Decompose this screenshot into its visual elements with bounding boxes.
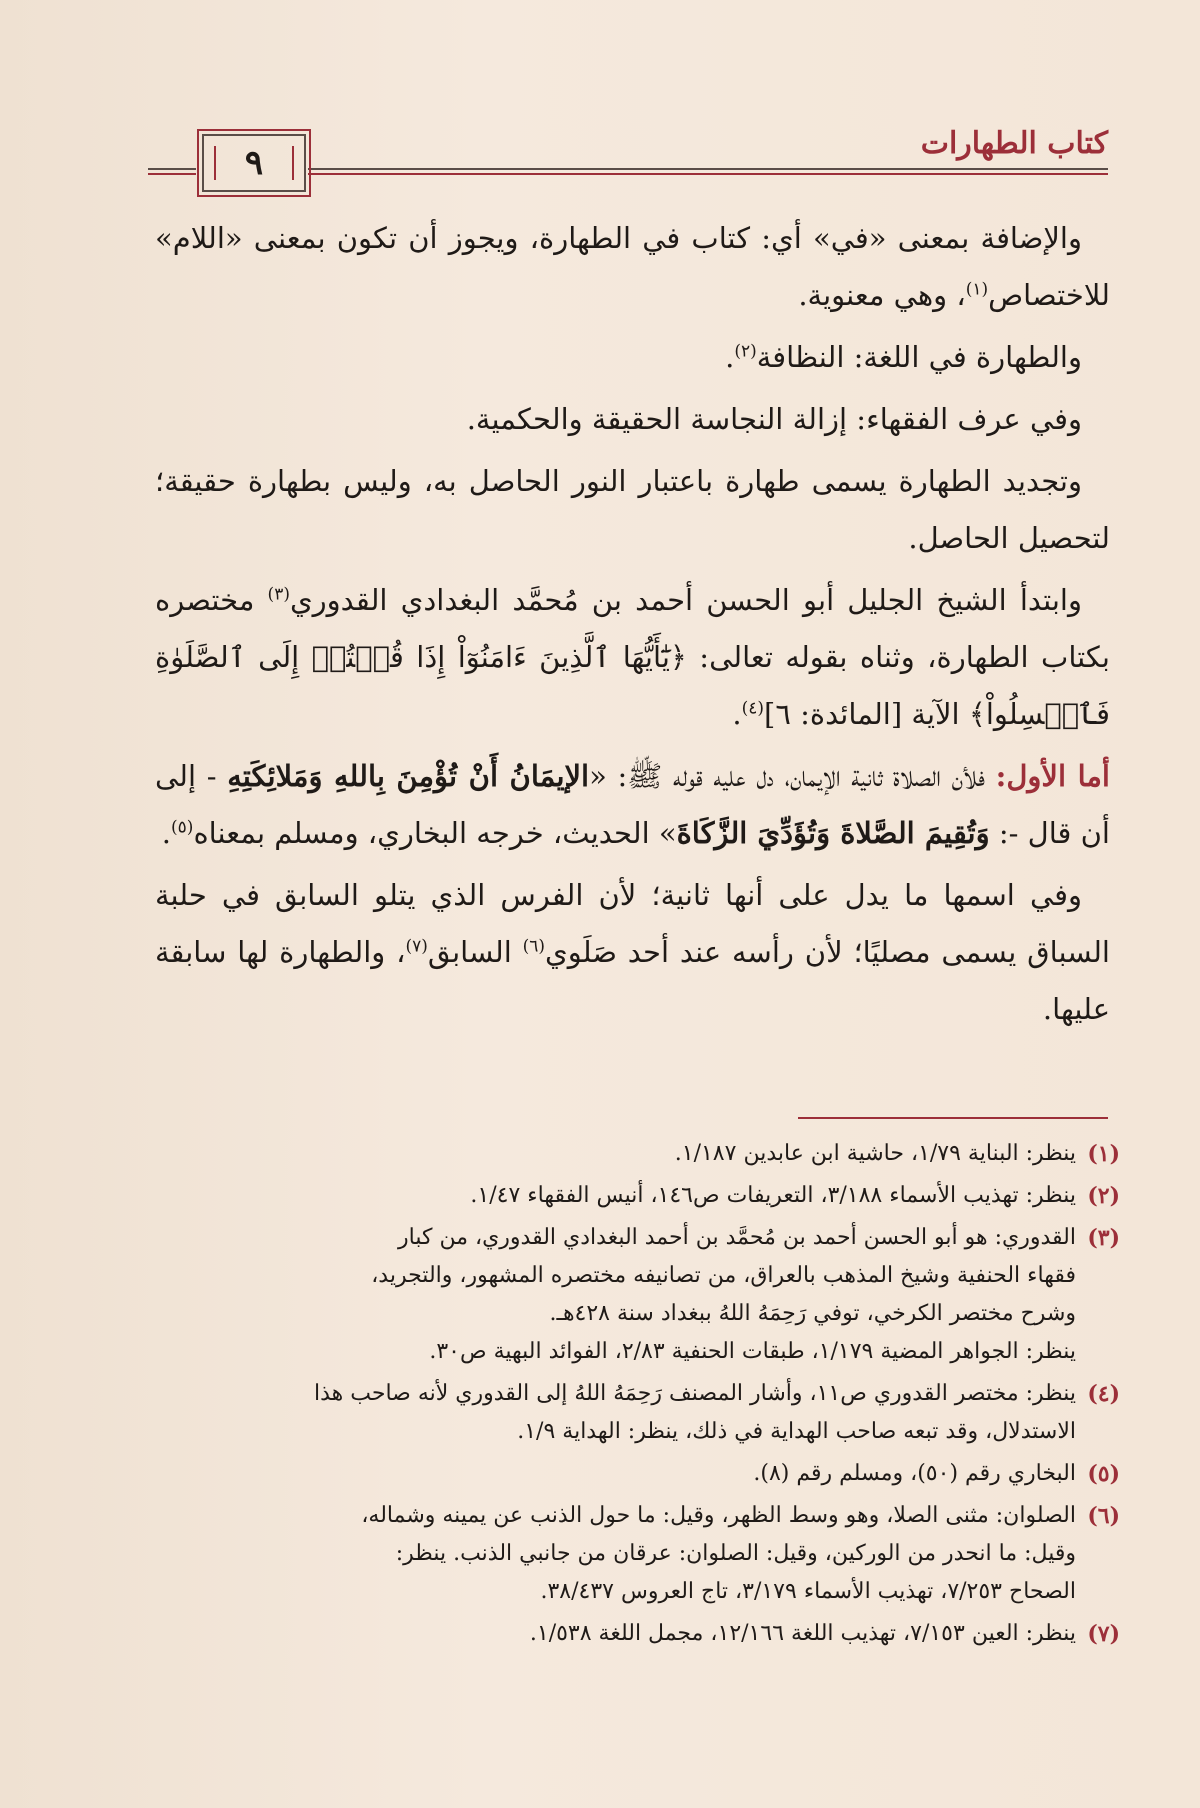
main-text [155,210,1110,1043]
footnote-ref[interactable]: (٤) [741,698,764,719]
paragraph-text: . [732,697,742,731]
footnote-ref[interactable]: (٦) [522,936,546,957]
footnote-divider [798,1117,1108,1119]
hadith-text: وَتُقِيمَ الصَّلاةَ وَتُؤَدِّيَ الزَّكَاةَ [676,816,990,850]
footnote-ref[interactable]: (١) [965,279,989,300]
footnote-text [155,1375,1076,1451]
paragraph-text: - إلى أن قال -: [155,759,1110,850]
paragraph-text: ، والطهارة لها سابقة عليها. [155,935,1110,1026]
footnote [155,1135,1120,1173]
footnote-text [155,1497,1076,1611]
footnote-number: (٤) [1087,1381,1120,1407]
paragraph-text: السابق [427,935,512,969]
footnote [155,1455,1120,1493]
chapter-title: كتاب الطهارات [920,126,1108,161]
footnote-line: ينظر: البناية ١/٧٩، حاشية ابن عابدين ١/١٨٧. [674,1141,1076,1166]
footnote-line: ينظر: مختصر القدوري ص١١، وأشار المصنف رَحِمَهُ اللهُ إلى القدوري لأنه صاحب هذا [313,1381,1076,1406]
paragraph-text: فلأن الصلاة ثانية الإيمان، دل عليه قوله ﷺ: « [589,759,985,793]
footnote [155,1615,1120,1653]
paragraph [155,748,1110,862]
footnote-line: وشرح مختصر الكرخي، توفي رَحِمَهُ اللهُ ببغداد سنة ٤٢٨هـ. [549,1301,1076,1326]
paragraph-text: وفي اسمها ما يدل على أنها ثانية؛ لأن الفرس الذي يتلو السابق في حلبة السباق يسمى مصليًا؛ لأن رأسه عند أحد صَلَوي [155,878,1110,969]
section-lead: أما الأول: [995,759,1110,793]
footnote-number: (٣) [1087,1225,1120,1251]
paragraph-text: والطهارة في اللغة: النظافة [756,340,1082,374]
footnote-ref[interactable]: (٥) [171,817,194,838]
footnote-line: القدوري: هو أبو الحسن أحمد بن مُحمَّد بن أحمد البغدادي القدوري، من كبار [398,1225,1076,1250]
footnote-ref[interactable]: (٢) [734,341,757,362]
footnote-text [155,1177,1076,1215]
page-number-text: ٩ [244,143,264,183]
footnote-line: ينظر: الجواهر المضية ١/١٧٩، طبقات الحنفية ٢/٨٣، الفوائد البهية ص٣٠. [429,1339,1076,1364]
footnote [155,1497,1120,1611]
footnote-number: (١) [1087,1141,1120,1167]
quran-quote: مختصره بكتاب الطهارة، وثناه بقوله تعالى: ﴿يَٰٓأَيُّهَا ٱلَّذِينَ ءَامَنُوٓاْ إِذَا قُمۡتُمۡ إِلَى ٱلصَّلَوٰةِ فَٱغۡسِلُواْ﴾ الآية [المائدة: ٦] [155,583,1110,731]
paragraph-text: وتجديد الطهارة يسمى طهارة باعتبار النور الحاصل به، وليس بطهارة حقيقة؛ لتحصيل الحاصل. [155,464,1110,555]
footnote-number: (٦) [1087,1503,1120,1529]
paragraph-text: والإضافة بمعنى «في» أي: كتاب في الطهارة، ويجوز أن تكون بمعنى «اللام» للاختصاص [155,221,1110,312]
hadith-text: الإيمَانُ أَنْ تُؤْمِنَ بِاللهِ وَمَلائِكَتِهِ [227,759,590,793]
paragraph-text: ، وهي معنوية. [798,278,966,312]
header-rule-left [148,168,196,175]
paragraph-text: » الحديث، خرجه البخاري، ومسلم بمعناه [193,816,677,850]
footnote-line: الصحاح ٧/٢٥٣، تهذيب الأسماء ٣/١٧٩، تاج العروس ٣٨/٤٣٧. [540,1579,1076,1604]
footnote-text [155,1455,1076,1493]
paragraph [155,210,1110,324]
footnote-number: (٧) [1087,1621,1120,1647]
paragraph [155,867,1110,1038]
paragraph-text: وفي عرف الفقهاء: إزالة النجاسة الحقيقة والحكمية. [466,402,1082,436]
paragraph [155,391,1110,448]
footnote [155,1219,1120,1371]
paragraph [155,572,1110,743]
paragraph [155,329,1110,386]
footnote-line: الاستدلال، وقد تبعه صاحب الهداية في ذلك، ينظر: الهداية ١/٩. [517,1419,1076,1444]
footnote [155,1375,1120,1451]
footnote-ref[interactable]: (٣) [267,584,290,605]
footnote-text [155,1615,1076,1653]
footnote-ref[interactable]: (٧) [405,936,428,957]
paragraph-text: . [725,340,735,374]
footnote-line: فقهاء الحنفية وشيخ المذهب بالعراق، من تصانيفه مختصره المشهور، والتجريد، [371,1263,1076,1288]
footnote-text [155,1135,1076,1173]
paragraph-text: . [161,816,172,850]
footnote-number: (٢) [1087,1183,1120,1209]
footnote-line: البخاري رقم (٥٠)، ومسلم رقم (٨). [753,1461,1076,1486]
footnote-line: الصلوان: مثنى الصلا، وهو وسط الظهر، وقيل: ما حول الذنب عن يمينه وشماله، [361,1503,1076,1528]
header-rule [308,168,1108,175]
page-number [202,134,306,192]
footnote-number: (٥) [1087,1461,1120,1487]
footnote-line: ينظر: تهذيب الأسماء ٣/١٨٨، التعريفات ص١٤٦، أنيس الفقهاء ١/٤٧. [470,1183,1076,1208]
footnote-text [155,1219,1076,1371]
page-header [148,124,1108,196]
footnote-line: وقيل: ما انحدر من الوركين، وقيل: الصلوان: عرقان من جانبي الذنب. ينظر: [395,1541,1076,1566]
footnotes [155,1135,1120,1657]
footnote [155,1177,1120,1215]
paragraph-text: وابتدأ الشيخ الجليل أبو الحسن أحمد بن مُحمَّد البغدادي القدوري [289,583,1082,617]
footnote-line: ينظر: العين ٧/١٥٣، تهذيب اللغة ١٢/١٦٦، مجمل اللغة ١/٥٣٨. [529,1621,1076,1646]
paragraph [155,453,1110,567]
